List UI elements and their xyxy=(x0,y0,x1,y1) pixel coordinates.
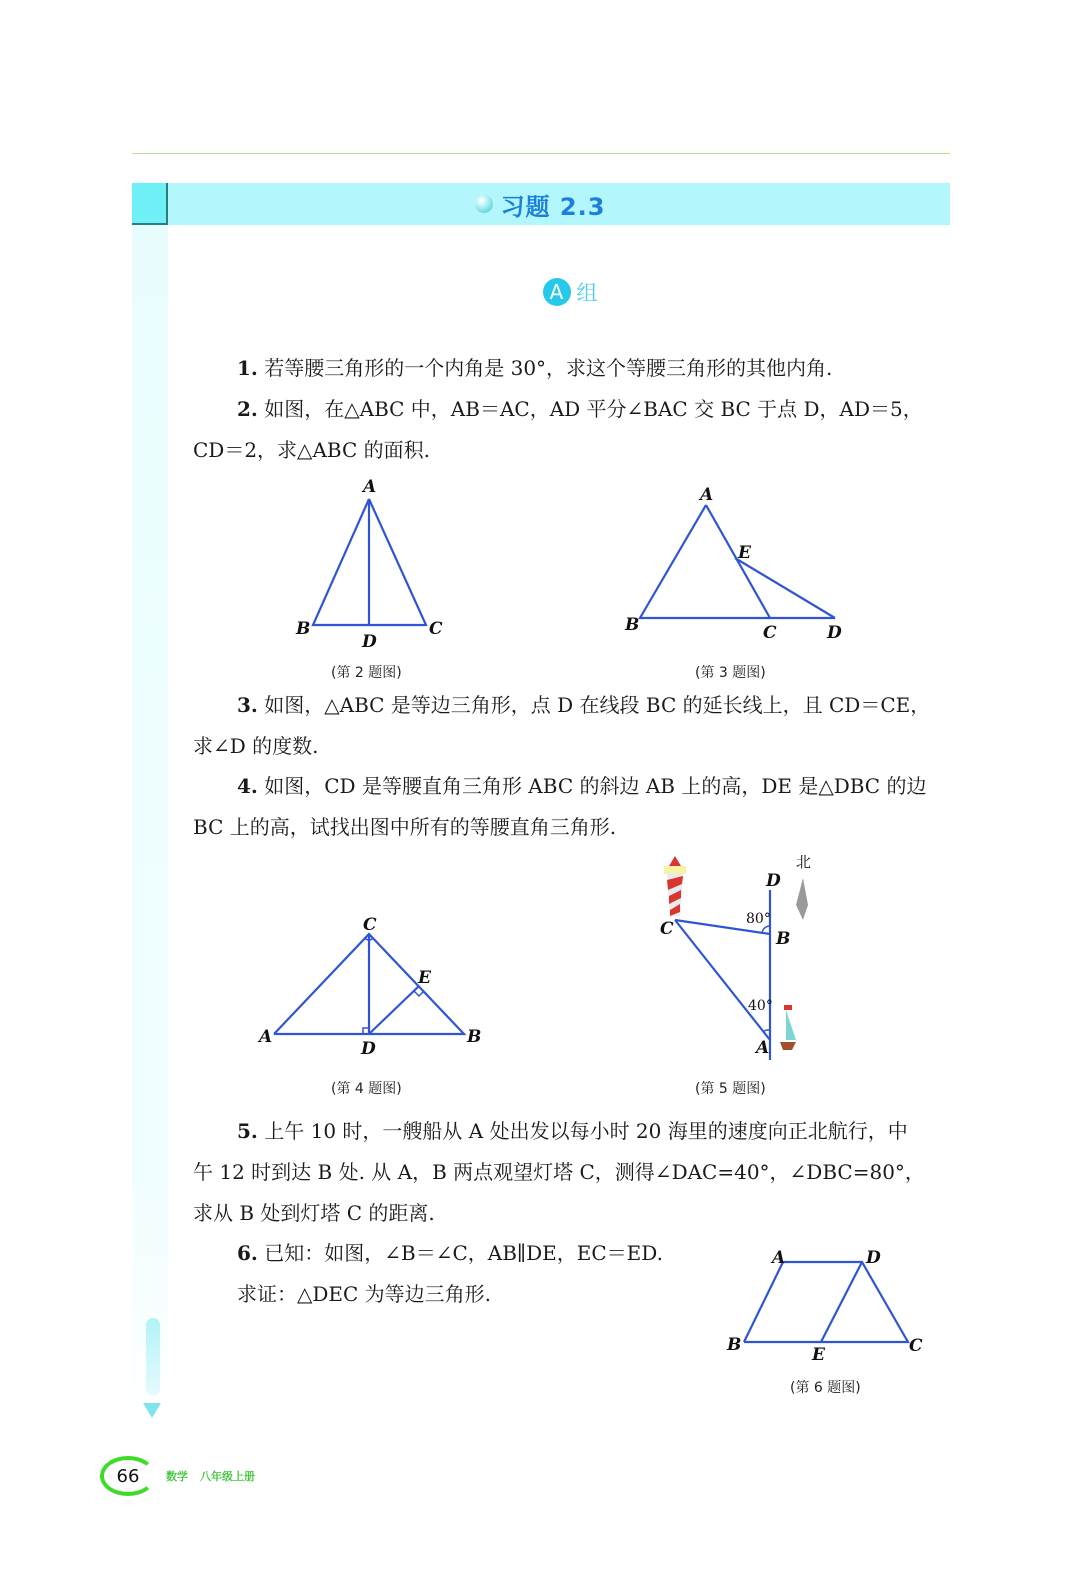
problem-text: 求从 B 处到灯塔 C 的距离. xyxy=(193,1201,435,1225)
label-B: B xyxy=(296,619,311,639)
lighthouse-icon xyxy=(664,856,686,916)
down-arrow-icon xyxy=(143,1403,161,1418)
label-C: C xyxy=(660,919,674,939)
problem-6 xyxy=(193,1233,713,1315)
angle-80-label: 80° xyxy=(746,911,771,927)
side-decoration-pill xyxy=(146,1318,160,1396)
problem-text: 求∠D 的度数. xyxy=(193,734,319,758)
figure-2-caption: (第 2 题图) xyxy=(331,665,402,681)
figure-5 xyxy=(650,850,830,1070)
problem-number: 6. xyxy=(237,1241,258,1265)
group-letter-badge: A xyxy=(543,278,571,306)
section-title xyxy=(0,183,1080,225)
sphere-icon xyxy=(475,195,493,213)
label-A: A xyxy=(259,1027,273,1047)
label-C: C xyxy=(363,915,377,935)
label-D: D xyxy=(827,623,842,643)
problem-text: 如图，CD 是等腰直角三角形 ABC 的斜边 AB 上的高，DE 是△DBC 的边 xyxy=(264,774,927,798)
figure-3-caption: (第 3 题图) xyxy=(695,665,766,681)
group-label xyxy=(0,277,1080,307)
boat-icon xyxy=(780,1005,796,1050)
label-D: D xyxy=(361,1039,376,1059)
volume-label: 八年级上册 xyxy=(200,1470,255,1483)
section-title-text: 习题 2.3 xyxy=(500,192,606,221)
page-footer xyxy=(100,1456,267,1496)
figure-3 xyxy=(620,480,860,650)
label-A: A xyxy=(756,1038,770,1058)
problem-number: 3. xyxy=(237,693,258,717)
problem-text: 上午 10 时，一艘船从 A 处出发以每小时 20 海里的速度向正北航行，中 xyxy=(264,1119,908,1143)
problem-text: 若等腰三角形的一个内角是 30°，求这个等腰三角形的其他内角. xyxy=(264,356,833,380)
side-decoration-strip xyxy=(132,225,168,1420)
problem-text: 午 12 时到达 B 处. 从 A，B 两点观望灯塔 C，测得∠DAC=40°，∠DBC=80°， xyxy=(193,1160,925,1184)
book-title xyxy=(166,1468,267,1484)
problem-number: 4. xyxy=(237,774,258,798)
label-B: B xyxy=(467,1027,482,1047)
figure-2 xyxy=(290,472,460,652)
figure-6-caption: (第 6 题图) xyxy=(790,1380,861,1396)
subject-label: 数学 xyxy=(166,1470,188,1483)
problem-text: 求证：△DEC 为等边三角形. xyxy=(237,1282,492,1306)
group-suffix: 组 xyxy=(576,281,598,305)
label-A: A xyxy=(772,1248,786,1268)
label-B: B xyxy=(776,929,791,949)
problem-text: 如图，在△ABC 中，AB＝AC，AD 平分∠BAC 交 BC 于点 D，AD＝5， xyxy=(264,397,923,421)
label-C: C xyxy=(763,623,777,643)
problem-text: 已知：如图，∠B＝∠C，AB∥DE，EC＝ED. xyxy=(264,1241,663,1265)
figure-4-caption: (第 4 题图) xyxy=(331,1081,402,1097)
label-E: E xyxy=(738,543,751,563)
page-number: 66 xyxy=(100,1456,156,1496)
figure-5-caption: (第 5 题图) xyxy=(695,1081,766,1097)
label-C: C xyxy=(909,1336,923,1356)
label-C: C xyxy=(429,619,443,639)
top-divider xyxy=(132,153,950,154)
label-B: B xyxy=(625,615,640,635)
angle-40-label: 40° xyxy=(748,998,773,1014)
north-arrow-icon xyxy=(796,853,811,920)
problem-3 xyxy=(193,685,950,767)
problem-5 xyxy=(193,1111,950,1234)
label-A: A xyxy=(700,485,714,505)
label-D: D xyxy=(362,632,377,652)
problem-text: CD＝2，求△ABC 的面积. xyxy=(193,438,430,462)
label-A: A xyxy=(363,477,377,497)
figure-4 xyxy=(255,910,495,1060)
label-B: B xyxy=(727,1335,742,1355)
problem-number: 5. xyxy=(237,1119,258,1143)
label-E: E xyxy=(418,968,431,988)
problem-number: 2. xyxy=(237,397,258,421)
problem-2 xyxy=(193,389,950,471)
label-D: D xyxy=(766,871,781,891)
north-label: 北 xyxy=(796,853,812,871)
problem-number: 1. xyxy=(237,356,258,380)
problem-text: 如图，△ABC 是等边三角形，点 D 在线段 BC 的延长线上，且 CD＝CE， xyxy=(264,693,931,717)
label-D: D xyxy=(866,1248,881,1268)
label-E: E xyxy=(812,1345,825,1365)
figure-6 xyxy=(725,1245,935,1365)
problem-text: BC 上的高，试找出图中所有的等腰直角三角形. xyxy=(193,815,617,839)
problem-1 xyxy=(193,348,950,389)
problem-4 xyxy=(193,766,950,848)
